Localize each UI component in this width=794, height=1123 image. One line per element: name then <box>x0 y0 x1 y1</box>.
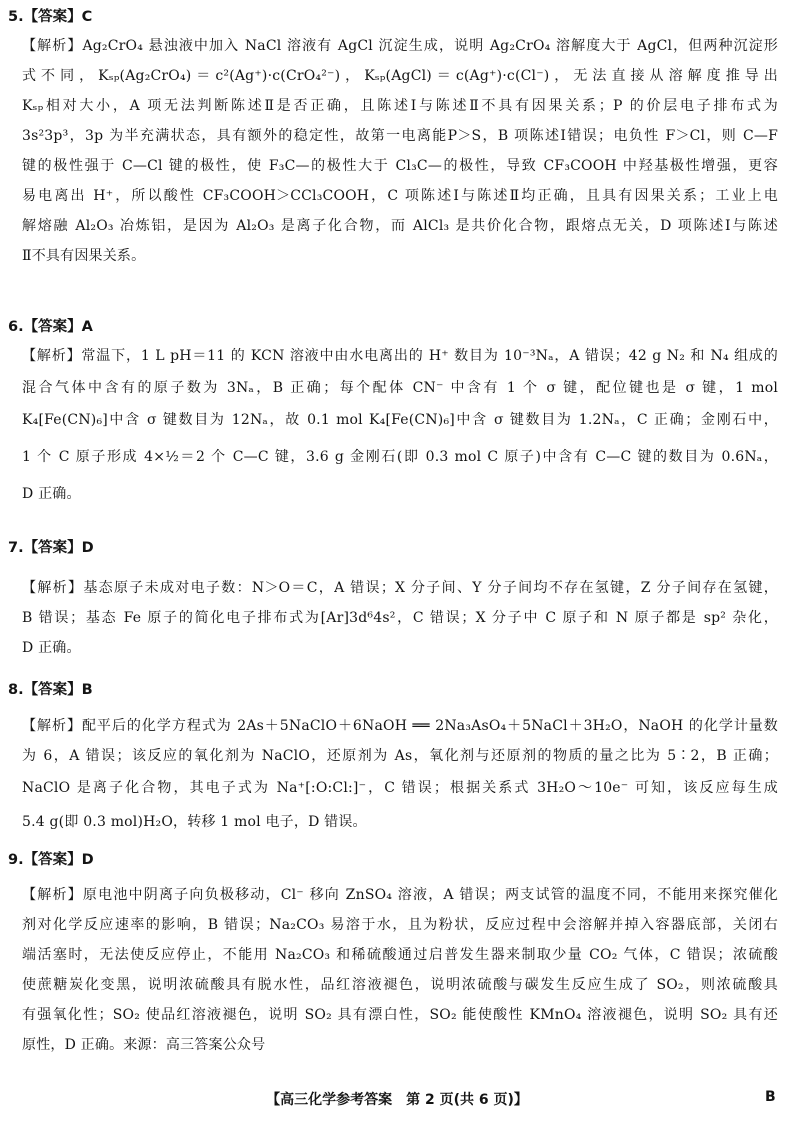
q6-line-4: 1 个 C 原子形成 4×½＝2 个 C—C 键，3.6 g 金刚石(即 0.3 mol C 原子)中含有 C—C 键的数目为 0.6Nₐ， <box>22 449 778 465</box>
q8-line-1: 【解析】配平后的化学方程式为 2As＋5NaClO＋6NaOH ══ 2Na₃AsO₄＋5NaCl＋3H₂O，NaOH 的化学计量数 <box>22 718 778 734</box>
q6-line-5: D 正确。 <box>22 486 81 502</box>
q9-line-3: 端活塞时，无法使反应停止，不能用 Na₂CO₃ 和稀硫酸通过启普发生器来制取少量 CO₂ 气体，C 错误；浓硫酸 <box>22 947 778 963</box>
q9-line-4: 使蔗糖炭化变黑，说明浓硫酸具有脱水性，品红溶液褪色，说明浓硫酸与碳发生反应生成了 SO₂，则浓硫酸具 <box>22 977 778 993</box>
q6-answer: 6.【答案】A <box>8 319 93 335</box>
q9-answer: 9.【答案】D <box>8 852 94 868</box>
q6-line-3: K₄[Fe(CN)₆]中含 σ 键数目为 12Nₐ，故 0.1 mol K₄[Fe(CN)₆]中含 σ 键数目为 1.2Nₐ，C 正确；金刚石中， <box>22 412 778 428</box>
q5-answer: 5.【答案】C <box>8 9 93 25</box>
q5-line-6: 易电离出 H⁺，所以酸性 CF₃COOH＞CCl₃COOH，C 项陈述Ⅰ与陈述Ⅱ均正确，且具有因果关系；工业上电 <box>22 188 778 204</box>
q7-answer: 7.【答案】D <box>8 540 94 556</box>
q5-line-2: 式不同，Kₛₚ(Ag₂CrO₄)＝c²(Ag⁺)·c(CrO₄²⁻)，Kₛₚ(AgCl)＝c(Ag⁺)·c(Cl⁻)，无法直接从溶解度推导出 <box>22 68 778 84</box>
q5-line-5: 键的极性强于 C—Cl 键的极性，使 F₃C—的极性大于 Cl₃C—的极性，导致 CF₃COOH 中羟基极性增强，更容 <box>22 158 778 174</box>
q9-line-6: 原性，D 正确。来源：高三答案公众号 <box>22 1037 266 1053</box>
q8-explanation <box>22 711 778 839</box>
q5-line-7: 解熔融 Al₂O₃ 冶炼铝，是因为 Al₂O₃ 是离子化合物，而 AlCl₃ 是共价化合物，跟熔点无关，D 项陈述Ⅰ与陈述 <box>22 218 778 234</box>
q8-answer: 8.【答案】B <box>8 682 93 698</box>
q5-line-3: Kₛₚ相对大小，A 项无法判断陈述Ⅱ是否正确，且陈述Ⅰ与陈述Ⅱ不具有因果关系；P 的价层电子排布式为 <box>22 98 778 114</box>
q6-line-1: 【解析】常温下，1 L pH＝11 的 KCN 溶液中由水电离出的 H⁺ 数目为 10⁻³Nₐ，A 错误；42 g N₂ 和 N₄ 组成的 <box>22 348 778 364</box>
q7-line-3: D 正确。 <box>22 640 81 656</box>
version-letter: B <box>765 1089 776 1105</box>
q9-line-1: 【解析】原电池中阴离子向负极移动，Cl⁻ 移向 ZnSO₄ 溶液，A 错误；两支试管的温度不同，不能用来探究催化 <box>22 887 778 903</box>
q7-line-2: B 错误；基态 Fe 原子的简化电子排布式为[Ar]3d⁶4s²，C 错误；X 分子中 C 原子和 N 原子都是 sp² 杂化， <box>22 610 778 626</box>
q5-line-4: 3s²3p³，3p 为半充满状态，具有额外的稳定性，故第一电离能P＞S，B 项陈述Ⅰ错误；电负性 F＞Cl，则 C—F <box>22 128 778 144</box>
q5-line-8: Ⅱ不具有因果关系。 <box>22 248 146 264</box>
q7-line-1: 【解析】基态原子未成对电子数：N＞O＝C，A 错误；X 分子间、Y 分子间均不存在氢键，Z 分子间存在氢键， <box>22 580 778 596</box>
q9-explanation <box>22 880 778 1060</box>
q8-line-3: NaClO 是离子化合物，其电子式为 Na⁺[:O:Cl:]⁻，C 错误；根据关系式 3H₂O～10e⁻ 可知，该反应每生成 <box>22 780 778 796</box>
page-footer: 【高三化学参考答案 第 2 页(共 6 页)】 <box>266 1092 528 1108</box>
q6-line-2: 混合气体中含有的原子数为 3Nₐ，B 正确；每个配体 CN⁻ 中含有 1 个 σ 键，配位键也是 σ 键，1 mol <box>22 380 778 396</box>
q5-line-1: 【解析】Ag₂CrO₄ 悬浊液中加入 NaCl 溶液有 AgCl 沉淀生成，说明 Ag₂CrO₄ 溶解度大于 AgCl，但两种沉淀形 <box>22 38 778 54</box>
q8-line-2: 为 6，A 错误；该反应的氧化剂为 NaClO，还原剂为 As，氧化剂与还原剂的物质的量之比为 5∶2，B 正确； <box>22 748 778 764</box>
q5-explanation <box>22 31 778 271</box>
q9-line-2: 剂对化学反应速率的影响，B 错误；Na₂CO₃ 易溶于水，且为粉状，反应过程中会溶解并掉入容器底部，关闭右 <box>22 917 778 933</box>
q7-explanation <box>22 573 778 663</box>
q6-explanation <box>22 340 778 511</box>
q9-line-5: 有强氧化性；SO₂ 使品红溶液褪色，说明 SO₂ 具有漂白性，SO₂ 能使酸性 KMnO₄ 溶液褪色，说明 SO₂ 具有还 <box>22 1007 778 1023</box>
q8-line-4: 5.4 g(即 0.3 mol)H₂O，转移 1 mol 电子，D 错误。 <box>22 814 367 830</box>
